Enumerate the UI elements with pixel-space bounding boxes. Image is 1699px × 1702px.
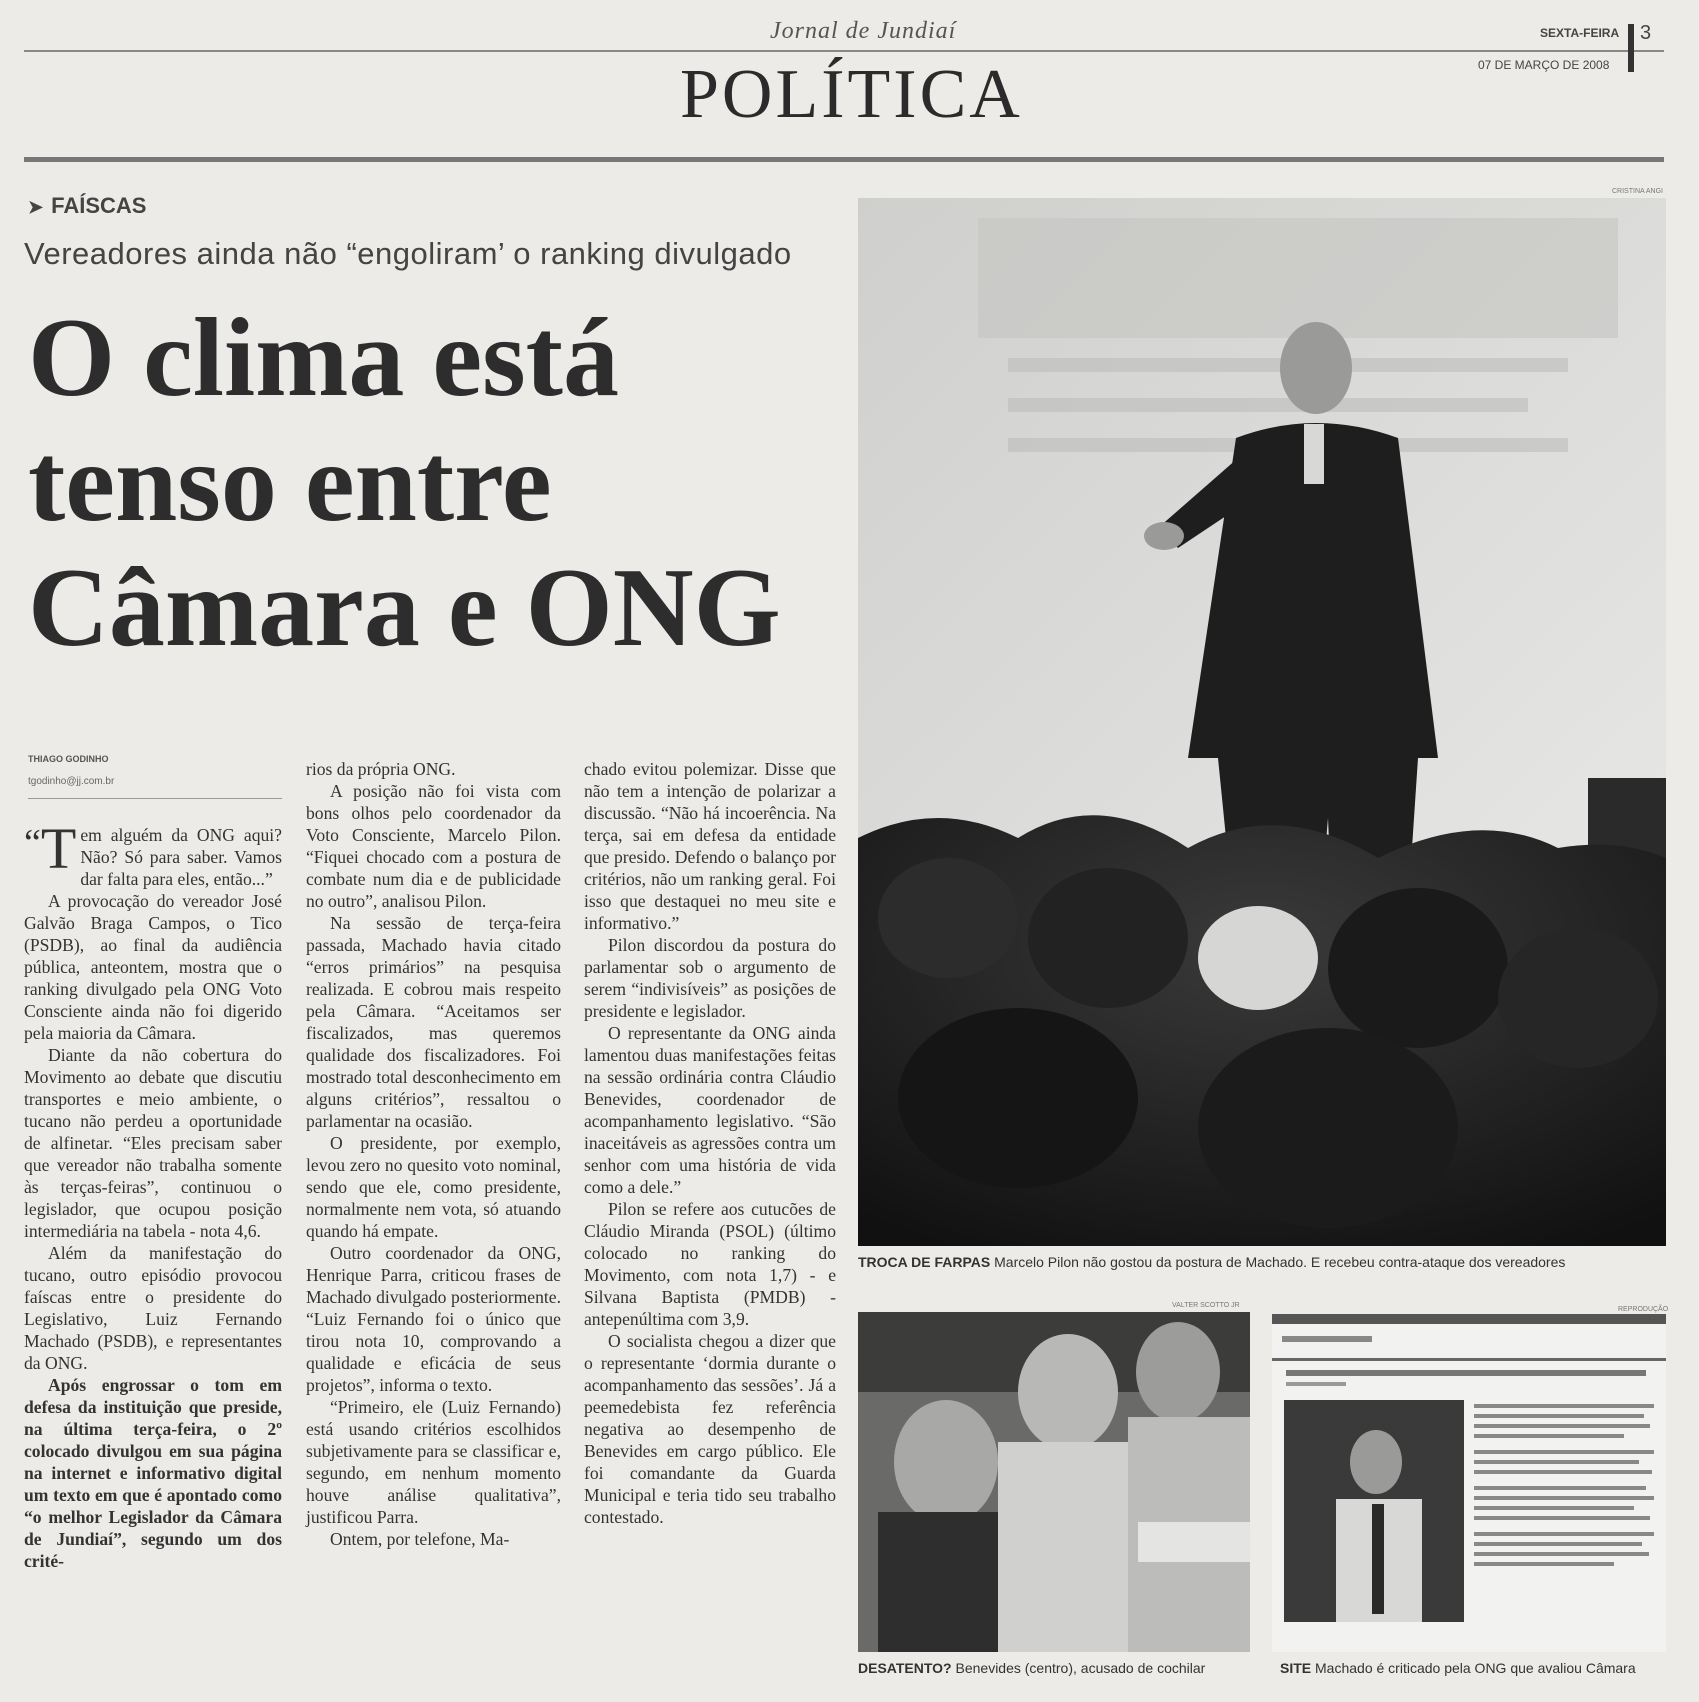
article-column-3 — [584, 758, 836, 1528]
site-photo — [1272, 1314, 1666, 1652]
audience-caption-text: Benevides (centro), acusado de cochilar — [955, 1660, 1206, 1676]
lead-quote-mark: “ — [24, 822, 41, 864]
section-title: POLÍTICA — [680, 56, 1023, 133]
top-rule — [24, 50, 1664, 52]
subheadline: Vereadores ainda não “engoliram’ o ranking divulgado — [24, 236, 792, 271]
paragraph: A posição não foi vista com bons olhos pelo coordenador da Voto Consciente, Marcelo Pilon. “Fiquei chocado com a postura de combate num dia e de publicidade no outro”, analisou Pilon. — [306, 781, 561, 911]
weekday: SEXTA-FEIRA — [1540, 26, 1620, 40]
kicker — [28, 193, 146, 219]
paragraph: Além da manifestação do tucano, outro episódio provocou faíscas entre o presidente do Legislativo, Luiz Fernando Machado (PSDB), e representantes da ONG. — [24, 1243, 282, 1373]
paragraph: O representante da ONG ainda lamentou duas manifestações feitas na sessão ordinária contra Cláudio Benevides, coordenador de acompanhamento legislativo. “São inaceitáveis as agressões contra um senhor com uma história de vida como a dele.” — [584, 1023, 836, 1197]
audience-photo-credit: VALTER SCOTTO JR — [1172, 1302, 1240, 1309]
paragraph: rios da própria ONG. — [306, 759, 456, 779]
page-number-bar — [1628, 24, 1634, 72]
paragraph: O socialista chegou a dizer que o representante ‘dormia durante o acompanhamento das sessões’. Já a peemedebista fez referência negativa ao desempenho de Benevides em cargo público. Ele foi comandante da Guarda Municipal e teria tido seu trabalho contestado. — [584, 1331, 836, 1527]
byline-name: THIAGO GODINHO — [28, 754, 109, 764]
audience-photo-caption — [858, 1660, 1205, 1676]
paragraph: O presidente, por exemplo, levou zero no quesito voto nominal, sendo que ele, como presidente, normalmente nem vota, só atuando quando há empate. — [306, 1133, 561, 1241]
paragraph: Outro coordenador da ONG, Henrique Parra, criticou frases de Machado divulgado posteriormente. “Luiz Fernando foi o único que tirou nota 10, comprovando a qualidade e eficácia de seus projetos”, informa o texto. — [306, 1243, 561, 1395]
main-photo-caption — [858, 1254, 1565, 1270]
arrow-right-icon: ➤ — [28, 197, 44, 217]
article-column-2 — [306, 758, 561, 1550]
headline: O clima está tenso entre Câmara e ONG — [28, 296, 781, 670]
paragraph: Pilon discordou da postura do parlamentar sob o argumento de serem “indivisíveis” as posições de presidente e legislador. — [584, 935, 836, 1021]
drop-cap: T — [40, 816, 77, 881]
main-photo-image — [858, 198, 1666, 1246]
audience-caption-label: DESATENTO? — [858, 1660, 952, 1676]
lead-paragraph — [24, 816, 282, 890]
paragraph: Diante da não cobertura do Movimento ao debate que discutiu transportes e meio ambiente, o tucano não perdeu a oportunidade de alfinetar. “Eles precisam saber que vereador não trabalha somente às terças-feiras”, continuou o legislador, que ocupou posição intermediária na tabela - nota 4,6. — [24, 1045, 282, 1241]
site-caption-label: SITE — [1280, 1660, 1312, 1676]
lead-text: em alguém da ONG aqui? Não? Só para saber. Vamos dar falta para eles, então...” — [80, 825, 282, 889]
audience-photo — [858, 1312, 1250, 1652]
issue-date: 07 DE MARÇO DE 2008 — [1478, 58, 1610, 72]
paragraph: chado evitou polemizar. Disse que não tem a intenção de polarizar a discussão. “Não há incoerência. Na terça, sai em defesa da entidade que presido. Defendo o balanço por critérios, não um ranking geral. Foi isso que destaquei no meu site e informativo.” — [584, 759, 836, 933]
kicker-label: FAÍSCAS — [51, 193, 147, 218]
paragraph: A provocação do vereador José Galvão Braga Campos, o Tico (PSDB), ao final da audiência pública, anteontem, mostra que o ranking divulgado pela ONG Voto Consciente ainda não foi digerido pela maioria da Câmara. — [24, 891, 282, 1043]
article-column-1 — [24, 816, 282, 1572]
audience-photo-image — [858, 1312, 1250, 1652]
site-photo-credit: REPRODUÇÃO — [1618, 1306, 1669, 1313]
paragraph: Após engrossar o tom em defesa da instituição que preside, na última terça-feira, o 2º colocado divulgou em sua página na internet e informativo digital um texto em que é apontado como “o melhor Legislador da Câmara de Jundiaí”, segundo um dos crité- — [24, 1375, 282, 1571]
byline-rule — [28, 798, 282, 799]
page-number: 3 — [1640, 22, 1652, 44]
newspaper-name: Jornal de Jundiaí — [770, 18, 957, 44]
main-caption-label: TROCA DE FARPAS — [858, 1254, 991, 1270]
main-photo — [858, 198, 1666, 1246]
site-photo-caption — [1280, 1660, 1636, 1676]
byline-email: tgodinho@jj.com.br — [28, 776, 115, 787]
paragraph: “Primeiro, ele (Luiz Fernando) está usando critérios escolhidos subjetivamente para se classificar e, segundo, em nenhum momento houve análise qualitativa”, justificou Parra. — [306, 1397, 561, 1527]
section-rule — [24, 157, 1664, 162]
site-photo-image — [1272, 1314, 1666, 1652]
paragraph: Na sessão de terça-feira passada, Machado havia citado “erros primários” na pesquisa realizada. E cobrou mais respeito pela Câmara. “Aceitamos ser fiscalizados, mas queremos qualidade dos fiscalizadores. Foi mostrado total desconhecimento em alguns critérios”, ressaltou o parlamentar na ocasião. — [306, 913, 561, 1131]
main-photo-credit: CRISTINA ANGI — [1612, 188, 1663, 195]
paragraph: Pilon se refere aos cutucões de Cláudio Miranda (PSOL) (último colocado no ranking do Movimento, com nota 1,7) - e Silvana Baptista (PMDB) - antepenúltima com 3,9. — [584, 1199, 836, 1329]
main-caption-text: Marcelo Pilon não gostou da postura de Machado. E recebeu contra-ataque dos vereadores — [994, 1254, 1566, 1270]
paragraph: Ontem, por telefone, Ma- — [330, 1529, 510, 1549]
site-caption-text: Machado é criticado pela ONG que avaliou Câmara — [1315, 1660, 1636, 1676]
